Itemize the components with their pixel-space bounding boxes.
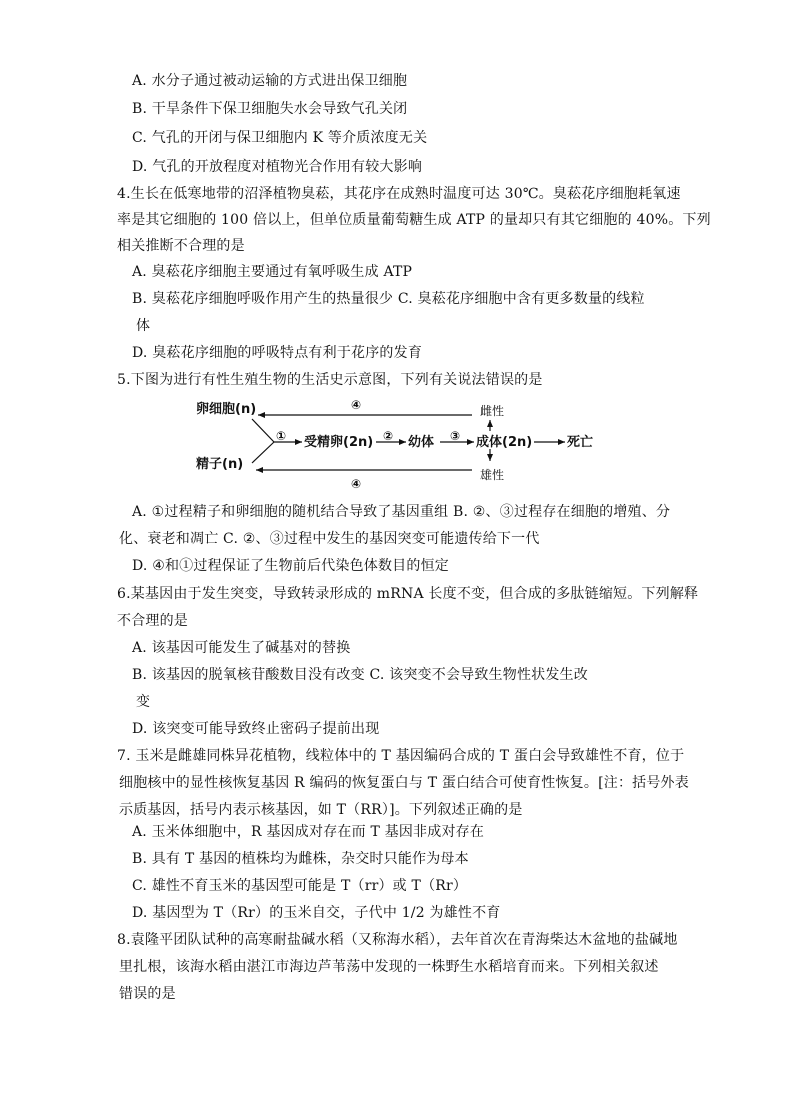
q6-option-a: A. 该基因可能发生了碱基对的替换 <box>132 640 351 656</box>
q5-option-a-b: A. ①过程精子和卵细胞的随机结合导致了基因重组 B. ②、③过程存在细胞的增殖、分 <box>132 504 671 520</box>
q4-option-a: A. 臭菘花序细胞主要通过有氧呼吸生成 ATP <box>132 264 413 280</box>
q4-option-c-cont: 体 <box>136 318 151 334</box>
line-egg-to-junction <box>252 419 274 442</box>
diagram-step-4-bottom: ④ <box>351 477 362 491</box>
diagram-step-4-top: ④ <box>351 398 362 412</box>
diagram-step-1: ① <box>276 429 287 443</box>
diagram-female-label: 雌性 <box>480 404 505 418</box>
q6-option-b-c: B. 该基因的脱氧核苷酸数目没有改变 C. 该突变不会导致生物性状发生改 <box>132 667 588 683</box>
q7-option-c: C. 雄性不育玉米的基因型可能是 T（rr）或 T（Rr） <box>132 878 468 894</box>
diagram-sperm-label: 精子(n) <box>196 457 244 472</box>
q7-stem-line3: 示质基因，括号内表示核基因，如 T（RR）]。下列叙述正确的是 <box>119 802 523 818</box>
q3-option-b: B. 干旱条件下保卫细胞失水会导致气孔关闭 <box>132 101 408 117</box>
q6-option-d: D. 该突变可能导致终止密码子提前出现 <box>132 721 380 737</box>
q5-option-d: D. ④和①过程保证了生物前后代染色体数目的恒定 <box>132 558 449 574</box>
q7-option-b: B. 具有 T 基因的植株均为雌株，杂交时只能作为母本 <box>132 851 469 867</box>
q4-stem-line2: 率是其它细胞的 100 倍以上，但单位质量葡萄糖生成 ATP 的量却只有其它细胞的 40%。下列 <box>117 212 711 228</box>
q7-stem-line2: 细胞核中的显性核恢复基因 R 编码的恢复蛋白与 T 蛋白结合可使育性恢复。[注：括号外表 <box>119 775 689 791</box>
diagram-male-label: 雄性 <box>480 468 505 482</box>
diagram-larva-label: 幼体 <box>408 435 435 450</box>
q8-stem-line2: 里扎根，该海水稻由湛江市海边芦苇荡中发现的一株野生水稻培育而来。下列相关叙述 <box>119 959 659 975</box>
q7-stem-line1: 7. 玉米是雌雄同株异花植物，线粒体中的 T 基因编码合成的 T 蛋白会导致雄性不育，位于 <box>117 748 685 764</box>
q4-stem-line1: 4.生长在低寒地带的沼泽植物臭菘，其花序在成熟时温度可达 30℃。臭菘花序细胞耗氧速 <box>117 186 681 202</box>
q7-option-d: D. 基因型为 T（Rr）的玉米自交，子代中 1/2 为雄性不育 <box>132 905 501 921</box>
q3-option-c: C. 气孔的开闭与保卫细胞内 K 等介质浓度无关 <box>132 130 428 146</box>
diagram-step-3: ③ <box>450 429 461 443</box>
q6-option-c-cont: 变 <box>136 694 151 710</box>
q4-stem-line3: 相关推断不合理的是 <box>117 238 245 254</box>
diagram-death-label: 死亡 <box>567 435 594 450</box>
q8-stem-line3: 错误的是 <box>119 986 176 1002</box>
q4-option-d: D. 臭菘花序细胞的呼吸特点有利于花序的发育 <box>132 345 423 361</box>
q6-stem-line1: 6.某基因由于发生突变，导致转录形成的 mRNA 长度不变，但合成的多肽链缩短。下列解释 <box>117 586 699 602</box>
life-cycle-diagram <box>190 393 610 493</box>
diagram-step-2: ② <box>383 429 394 443</box>
line-sperm-to-junction <box>252 442 274 463</box>
q6-stem-line2: 不合理的是 <box>117 613 188 629</box>
diagram-zygote-label: 受精卵(2n) <box>304 435 374 450</box>
q5-stem: 5.下图为进行有性生殖生物的生活史示意图，下列有关说法错误的是 <box>117 372 543 388</box>
q4-option-b-c: B. 臭菘花序细胞呼吸作用产生的热量很少 C. 臭菘花序细胞中含有更多数量的线粒 <box>132 291 645 307</box>
q8-stem-line1: 8.袁隆平团队试种的高寒耐盐碱水稻（又称海水稻），去年首次在青海柴达木盆地的盐碱地 <box>117 932 678 948</box>
q3-option-d: D. 气孔的开放程度对植物光合作用有较大影响 <box>132 159 423 175</box>
diagram-egg-label: 卵细胞(n) <box>196 402 257 417</box>
q7-option-a: A. 玉米体细胞中，R 基因成对存在而 T 基因非成对存在 <box>132 824 485 840</box>
q3-option-a: A. 水分子通过被动运输的方式进出保卫细胞 <box>132 73 408 89</box>
q5-option-b-c-cont: 化、衰老和凋亡 C. ②、③过程中发生的基因突变可能遗传给下一代 <box>119 531 540 547</box>
diagram-adult-label: 成体(2n) <box>476 435 533 450</box>
